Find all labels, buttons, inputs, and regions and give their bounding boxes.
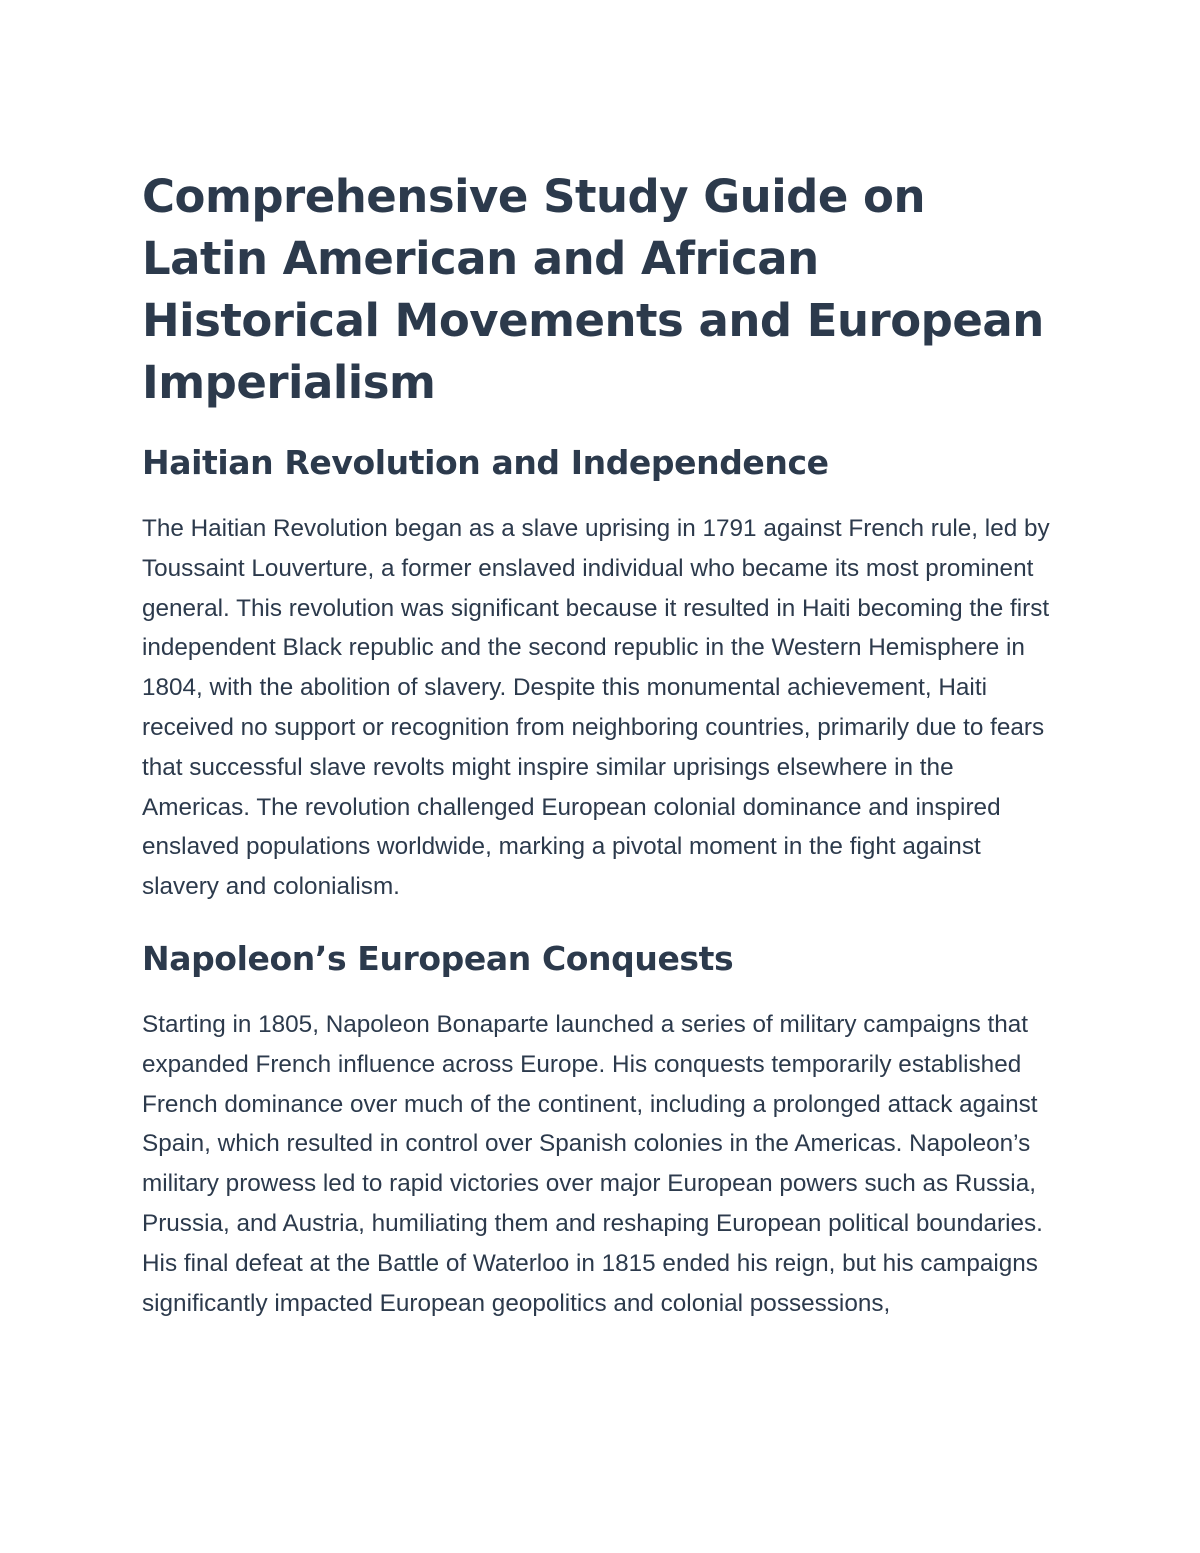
document-content	[142, 166, 1062, 1323]
section-body-napoleon-conquests: Starting in 1805, Napoleon Bonaparte launched a series of military campaigns that expanded French influence across Europe. His conquests temporarily established French dominance over much of the continent, including a prolonged attack against Spain, which resulted in control over Spanish colonies in the Americas. Napoleon’s military prowess led to rapid victories over major European powers such as Russia, Prussia, and Austria, humiliating them and reshaping European political boundaries. His final defeat at the Battle of Waterloo in 1815 ended his reign, but his campaigns significantly impacted European geopolitics and colonial possessions,	[142, 1010, 1043, 1317]
section-heading-haitian-revolution: Haitian Revolution and Independence	[142, 443, 829, 482]
section-heading-napoleon-conquests: Napoleon’s European Conquests	[142, 938, 734, 978]
section-body-haitian-revolution: The Haitian Revolution began as a slave uprising in 1791 against French rule, led by Toussaint Louverture, a former enslaved individual who became its most prominent general. This revolution was significant because it resulted in Haiti becoming the first independent Black republic and the second republic in the Western Hemisphere in 1804, with the abolition of slavery. Despite this monumental achievement, Haiti received no support or recognition from neighboring countries, primarily due to fears that successful slave revolts might inspire similar uprisings elsewhere in the Americas. The revolution challenged European colonial dominance and inspired enslaved populations worldwide, marking a pivotal moment in the fight against slavery and colonialism.	[142, 515, 1050, 901]
document-title: Comprehensive Study Guide on Latin American and African Historical Movements and European Imperialism	[142, 170, 1044, 409]
